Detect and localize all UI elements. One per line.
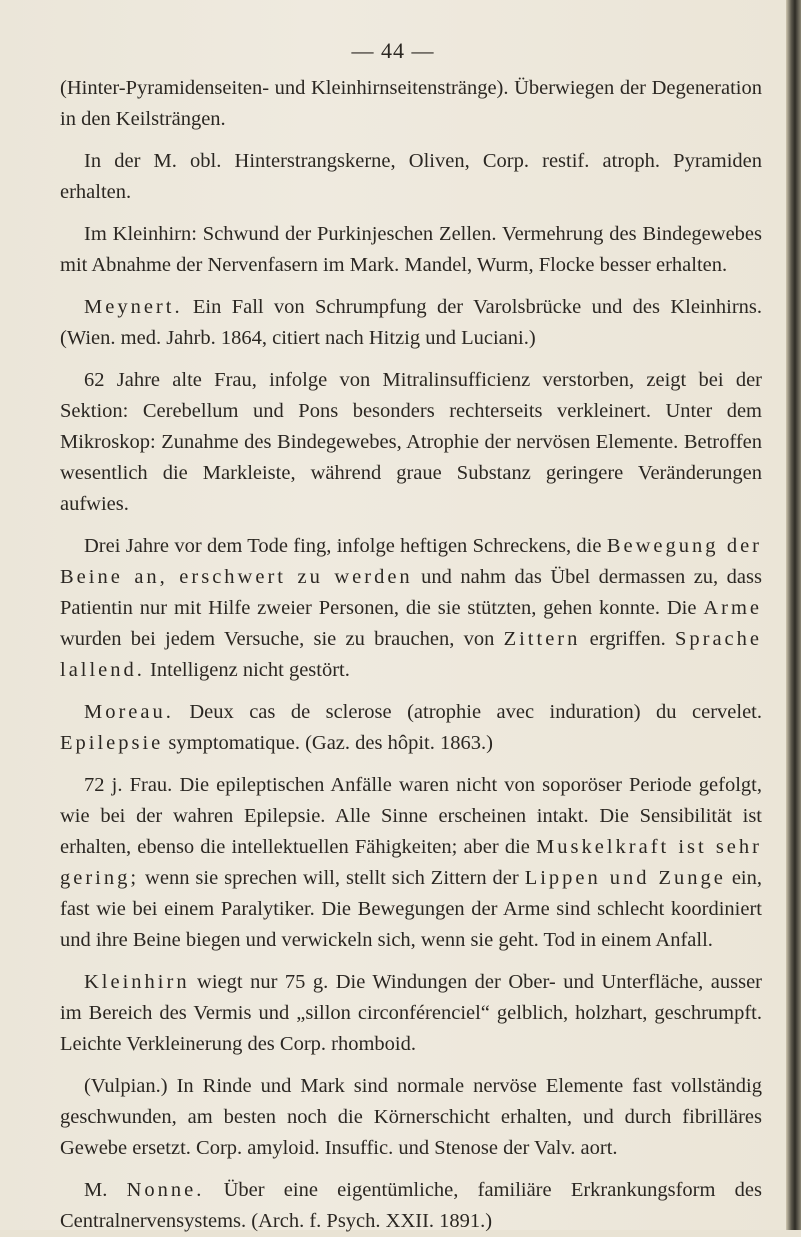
page-edge-shadow [786, 0, 801, 1230]
spaced-emphasis: Moreau. [84, 701, 174, 723]
spaced-emphasis: Epilepsie [60, 732, 164, 754]
text-run: Deux cas de sclerose (atrophie avec induration) du cervelet. [173, 701, 762, 723]
paragraph [60, 292, 762, 354]
text-run: Ein Fall von Schrumpfung der Varolsbrücke und des Kleinhirns. (Wien. med. Jahrb. 1864, citiert nach Hitzig und Luciani.) [60, 296, 762, 349]
text-run: In der M. obl. Hinterstrangskerne, Oliven, Corp. restif. atroph. Pyramiden erhalten. [60, 150, 762, 203]
text-run: Drei Jahre vor dem Tode fing, infolge heftigen Schreckens, die [84, 535, 607, 557]
spaced-emphasis: Zittern [503, 628, 581, 650]
text-run: wiegt nur 75 g. Die Windungen der Ober- und Unterfläche, ausser im Bereich des Vermis und „sillon circonférenciel“ gelblich, holzhart, geschrumpft. Leichte Verkleinerung des Corp. rhomboid. [60, 971, 762, 1055]
text-run: Über eine eigentümliche, familiäre Erkrankungsform des Centralnervensystems. (Arch. f. Psych. XXII. 1891.) [60, 1179, 762, 1232]
paragraph [60, 697, 762, 759]
text-run: ein, fast wie bei einem Paralytiker. Die Bewegungen der Arme sind schlecht koordiniert und ihre Beine biegen und verwickeln sich, wenn sie geht. Tod in einem Anfall. [60, 867, 763, 951]
spaced-emphasis: Sprache lallend. [60, 628, 762, 681]
paragraph [60, 770, 762, 956]
page-number: — 44 — [351, 38, 435, 63]
paragraph [60, 1175, 762, 1237]
paragraph [60, 967, 762, 1060]
text-run: und nahm das Übel dermassen zu, dass Patientin nur mit Hilfe zweier Personen, die sie stützten, gehen konnte. Die [60, 566, 762, 619]
paragraph [60, 146, 762, 208]
text-run: (Hinter-Pyramidenseiten- und Kleinhirnseitenstränge). Überwiegen der Degeneration in den Keilsträngen. [60, 77, 762, 130]
text-run: symptomatique. (Gaz. des hôpit. 1863.) [163, 732, 493, 754]
text-run: wenn sie sprechen will, stellt sich Zittern der [139, 867, 525, 889]
text-run: wurden bei jedem Versuche, sie zu brauchen, von [60, 628, 504, 650]
text-run: Intelligenz nicht gestört. [144, 659, 350, 681]
text-run: Im Kleinhirn: Schwund der Purkinjeschen Zellen. Vermehrung des Bindegewebes mit Abnahme der Nervenfasern im Mark. Mandel, Wurm, Flocke besser erhalten. [60, 223, 762, 276]
paragraph [60, 73, 762, 135]
text-run: (Vulpian.) In Rinde und Mark sind normale nervöse Elemente fast vollständig geschwunden, am besten noch die Körnerschicht erhalten, und durch fibrilläres Gewebe ersetzt. Corp. amyloid. Insuffic. und Stenose der Valv. aort. [60, 1075, 762, 1159]
text-run: ergriffen. [580, 628, 675, 650]
spaced-emphasis: Meynert. [84, 296, 183, 318]
text-run: M. [84, 1179, 127, 1201]
spaced-emphasis: Arme [703, 597, 762, 619]
text-run: 62 Jahre alte Frau, infolge von Mitralinsufficienz verstorben, zeigt bei der Sektion: Cerebellum und Pons besonders rechterseits verkleinert. Unter dem Mikroskop: Zunahme des Bindegewebes, Atrophie der nervösen Elemente. Betroffen wesentlich die Markleiste, während graue Substanz geringere Veränderungen aufwies. [60, 369, 762, 515]
text-run: 72 j. Frau. Die epileptischen Anfälle waren nicht von soporöser Periode gefolgt, wie bei der wahren Epilepsie. Alle Sinne erscheinen intakt. Die Sensibilität ist erhalten, ebenso die intellektuellen Fähigkeiten; aber die [60, 774, 762, 858]
body-text [60, 73, 762, 1237]
paragraph [60, 531, 762, 686]
paragraph [60, 1071, 762, 1164]
spaced-emphasis: Bewegung der Beine an, erschwert zu werden [60, 535, 762, 588]
paragraph [60, 219, 762, 281]
spaced-emphasis: Kleinhirn [84, 971, 190, 993]
spaced-emphasis: Muskelkraft ist sehr gering; [60, 836, 762, 889]
spaced-emphasis: Lippen und Zunge [524, 867, 726, 889]
paragraph [60, 365, 762, 520]
spaced-emphasis: Nonne. [126, 1179, 205, 1201]
